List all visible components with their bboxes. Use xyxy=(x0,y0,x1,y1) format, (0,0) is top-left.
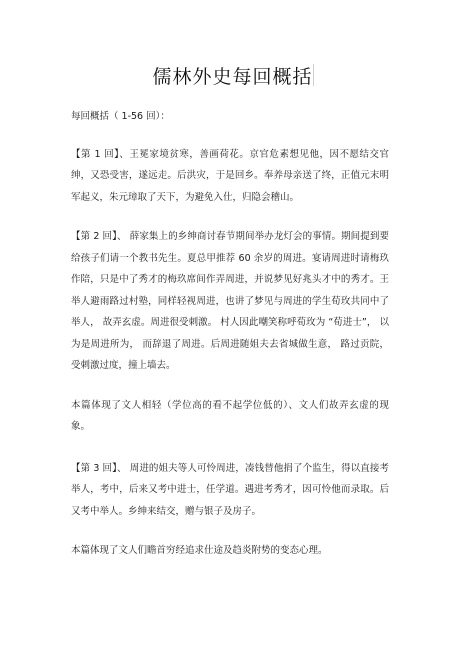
document-body xyxy=(71,106,389,580)
title-wrap xyxy=(0,62,465,89)
chapter-3-commentary: 本篇体现了文人们瞻首穷经追求仕途及趋炎附势的变态心理。 xyxy=(71,545,328,556)
page-title: 儒林外史每回概括 xyxy=(152,66,313,88)
chapter-1-summary: 【第 1 回】、王冕家境贫寒，善画荷花。京官危素想见他，因不愿结交官绅，又恐受害，遂远走。后洪灾，于是回乡。奉养母亲送了终，正值元末明军起义，朱元璋取了天下，为避免入仕，归隐会稽山。 xyxy=(71,148,389,203)
chapter-3-summary: 【第 3 回】、 周进的姐夫等人可怜周进，凑钱替他捐了个监生，得以直接考举人，考中，后来又考中进士，任学道。遇进考秀才，因可怜他而录取。后又考中举人。乡绅来结交，赠与银子及房子。 xyxy=(71,462,389,517)
title-divider xyxy=(313,64,314,86)
chapter-2-commentary: 本篇体现了文人相轻（学位高的看不起学位低的）、文人们故弄玄虚的现象。 xyxy=(71,399,389,432)
intro-line: 每回概括（ 1-56 回）： xyxy=(71,111,170,122)
chapter-2-summary: 【第 2 回】、 薛家集上的乡绅商讨春节期间举办龙灯会的事情。期间提到要给孩子们请一个教书先生。夏总甲推荐 60 余岁的周进。宴请周进时请梅玖作陪，只是中了秀才的梅玖席间作弄周进，并说梦见好兆头才中的秀才。王举人避雨路过村塾，同样轻视周进，也讲了梦见与周进的学生荀玫共同中了举人， 故弄玄虚。周进很受刺激。 村人因此嘲笑称呼荀玫为 “荀进士”， 以为是周进所为， 而辞退了周进。后周进随姐夫去省城做生意， 路过贡院，受刺激过度，撞上墙去。 xyxy=(71,231,389,371)
